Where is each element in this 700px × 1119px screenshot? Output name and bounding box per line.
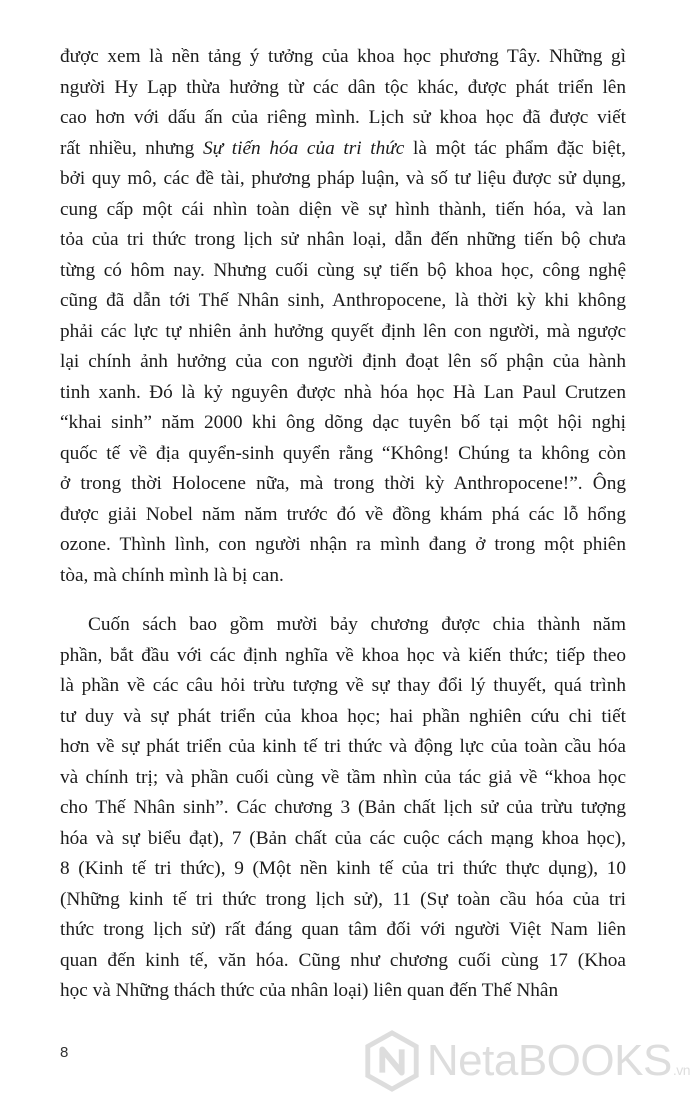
- text-segment: và chính trị; và phần cuối cùng về tầm nhìn của tác giả về “khoa học: [60, 766, 626, 788]
- text-line: [60, 763, 626, 794]
- text-line: [60, 378, 626, 409]
- text-line: [60, 561, 626, 592]
- text-segment: người Hy Lạp thừa hưởng từ các dân tộc khác, được phát triển lên: [60, 76, 626, 98]
- text-line: [60, 976, 626, 1007]
- text-line: [60, 195, 626, 226]
- text-line: [60, 225, 626, 256]
- text-segment: thức trong lịch sử) rất đáng quan tâm đối với người Việt Nam liên: [60, 919, 626, 940]
- text-line: [60, 732, 626, 763]
- text-segment: cao hơn với dấu ấn của riêng mình. Lịch sử khoa học đã được viết: [60, 107, 626, 128]
- text-line: [60, 500, 626, 531]
- text-segment: từng có hôm nay. Nhưng cuối cùng sự tiến bộ khoa học, công nghệ: [60, 259, 626, 281]
- text-segment: Cuốn sách bao gồm mười bảy chương được chia thành năm: [88, 614, 626, 635]
- text-segment: cho Thế Nhân sinh”. Các chương 3 (Bản chất lịch sử của trừu tượng: [60, 797, 626, 818]
- text-segment: “khai sinh” năm 2000 khi ông dõng dạc tuyên bố tại một hội nghị: [60, 412, 626, 433]
- text-segment: lại chính ảnh hưởng của con người định đoạt lên số phận của hành: [60, 351, 626, 372]
- text-line: [60, 103, 626, 134]
- text-segment: phải các lực tự nhiên ảnh hưởng quyết định lên con người, mà ngược: [60, 320, 626, 342]
- text-segment: được xem là nền tảng ý tưởng của khoa học phương Tây. Những gì: [60, 46, 626, 67]
- text-segment: là một tác phẩm đặc biệt,: [404, 137, 626, 159]
- text-line: [60, 408, 626, 439]
- watermark-suffix: .vn: [672, 1062, 690, 1078]
- text-line: [60, 347, 626, 378]
- text-segment: hóa và sự biểu đạt), 7 (Bản chất của các cuộc cách mạng khoa học),: [60, 827, 626, 849]
- watermark-brand: NetaBOOKS: [426, 1036, 672, 1085]
- page-number: 8: [60, 1044, 69, 1061]
- text-segment: 8 (Kinh tế tri thức), 9 (Một nền kinh tế của tri thức thực dụng), 10: [60, 858, 626, 879]
- paragraph-1: [60, 42, 626, 591]
- text-segment: bởi quy mô, các đề tài, phương pháp luận, và số tư liệu được sử dụng,: [60, 168, 626, 189]
- text-segment: tinh xanh. Đó là kỷ nguyên được nhà hóa học Hà Lan Paul Crutzen: [60, 381, 626, 403]
- text-segment: là phần về các câu hỏi trừu tượng về sự thay đổi lý thuyết, quá trình: [60, 675, 626, 696]
- text-segment: cũng đã dẫn tới Thế Nhân sinh, Anthropocene, là thời kỳ khi không: [60, 290, 626, 311]
- text-line: [60, 854, 626, 885]
- text-line: [60, 469, 626, 500]
- text-line: [60, 317, 626, 348]
- text-segment: tỏa của tri thức trong lịch sử nhân loại, dẫn đến những tiến bộ chưa: [60, 229, 626, 250]
- text-segment: (Những kinh tế tri thức trong lịch sử), 11 (Sự toàn cầu hóa của tri: [60, 888, 626, 910]
- watermark-text: [427, 1036, 690, 1086]
- text-line: [60, 164, 626, 195]
- text-line: [60, 885, 626, 916]
- text-line: [60, 946, 626, 977]
- text-segment: học và Những thách thức của nhân loại) liên quan đến Thế Nhân: [60, 980, 559, 1001]
- text-segment: tòa, mà chính mình là bị can.: [60, 564, 284, 586]
- body-text: [60, 42, 626, 1007]
- text-line: [60, 610, 626, 641]
- text-line: [60, 42, 626, 73]
- netabooks-logo-icon: [361, 1030, 423, 1092]
- text-line: [60, 530, 626, 561]
- text-line: [60, 286, 626, 317]
- text-segment: rất nhiều, nhưng: [60, 137, 203, 159]
- text-segment: quốc tế về địa quyển-sinh quyển rằng “Không! Chúng ta không còn: [60, 442, 626, 464]
- text-line: [60, 256, 626, 287]
- text-segment: phần, bắt đầu với các định nghĩa về khoa học và kiến thức; tiếp theo: [60, 644, 626, 666]
- text-segment: ozone. Thình lình, con người nhận ra mình đang ở trong một phiên: [60, 534, 626, 555]
- text-segment: cung cấp một cái nhìn toàn diện về sự hình thành, tiến hóa, và lan: [60, 198, 626, 220]
- text-line: [60, 641, 626, 672]
- text-line: [60, 671, 626, 702]
- text-line: [60, 73, 626, 104]
- text-line: [60, 824, 626, 855]
- text-line: [60, 702, 626, 733]
- watermark: [361, 1031, 690, 1091]
- text-line: [60, 134, 626, 165]
- text-segment: được giải Nobel năm năm trước đó về đồng khám phá các lỗ hổng: [60, 503, 626, 525]
- paragraph-2: [60, 610, 626, 1007]
- text-segment: tư duy và sự phát triển của khoa học; hai phần nghiên cứu chi tiết: [60, 705, 626, 727]
- paragraph-spacer: [60, 591, 626, 610]
- text-line: [60, 439, 626, 470]
- text-segment: ở trong thời Holocene nữa, mà trong thời kỳ Anthropocene!”. Ông: [60, 473, 626, 494]
- text-line: [60, 793, 626, 824]
- text-segment: hơn về sự phát triển của kinh tế tri thức và động lực của toàn cầu hóa: [60, 736, 626, 757]
- text-line: [60, 915, 626, 946]
- text-segment: quan đến kinh tế, văn hóa. Cũng như chương cuối cùng 17 (Khoa: [60, 949, 626, 971]
- book-title-italic: Sự tiến hóa của tri thức: [202, 137, 405, 159]
